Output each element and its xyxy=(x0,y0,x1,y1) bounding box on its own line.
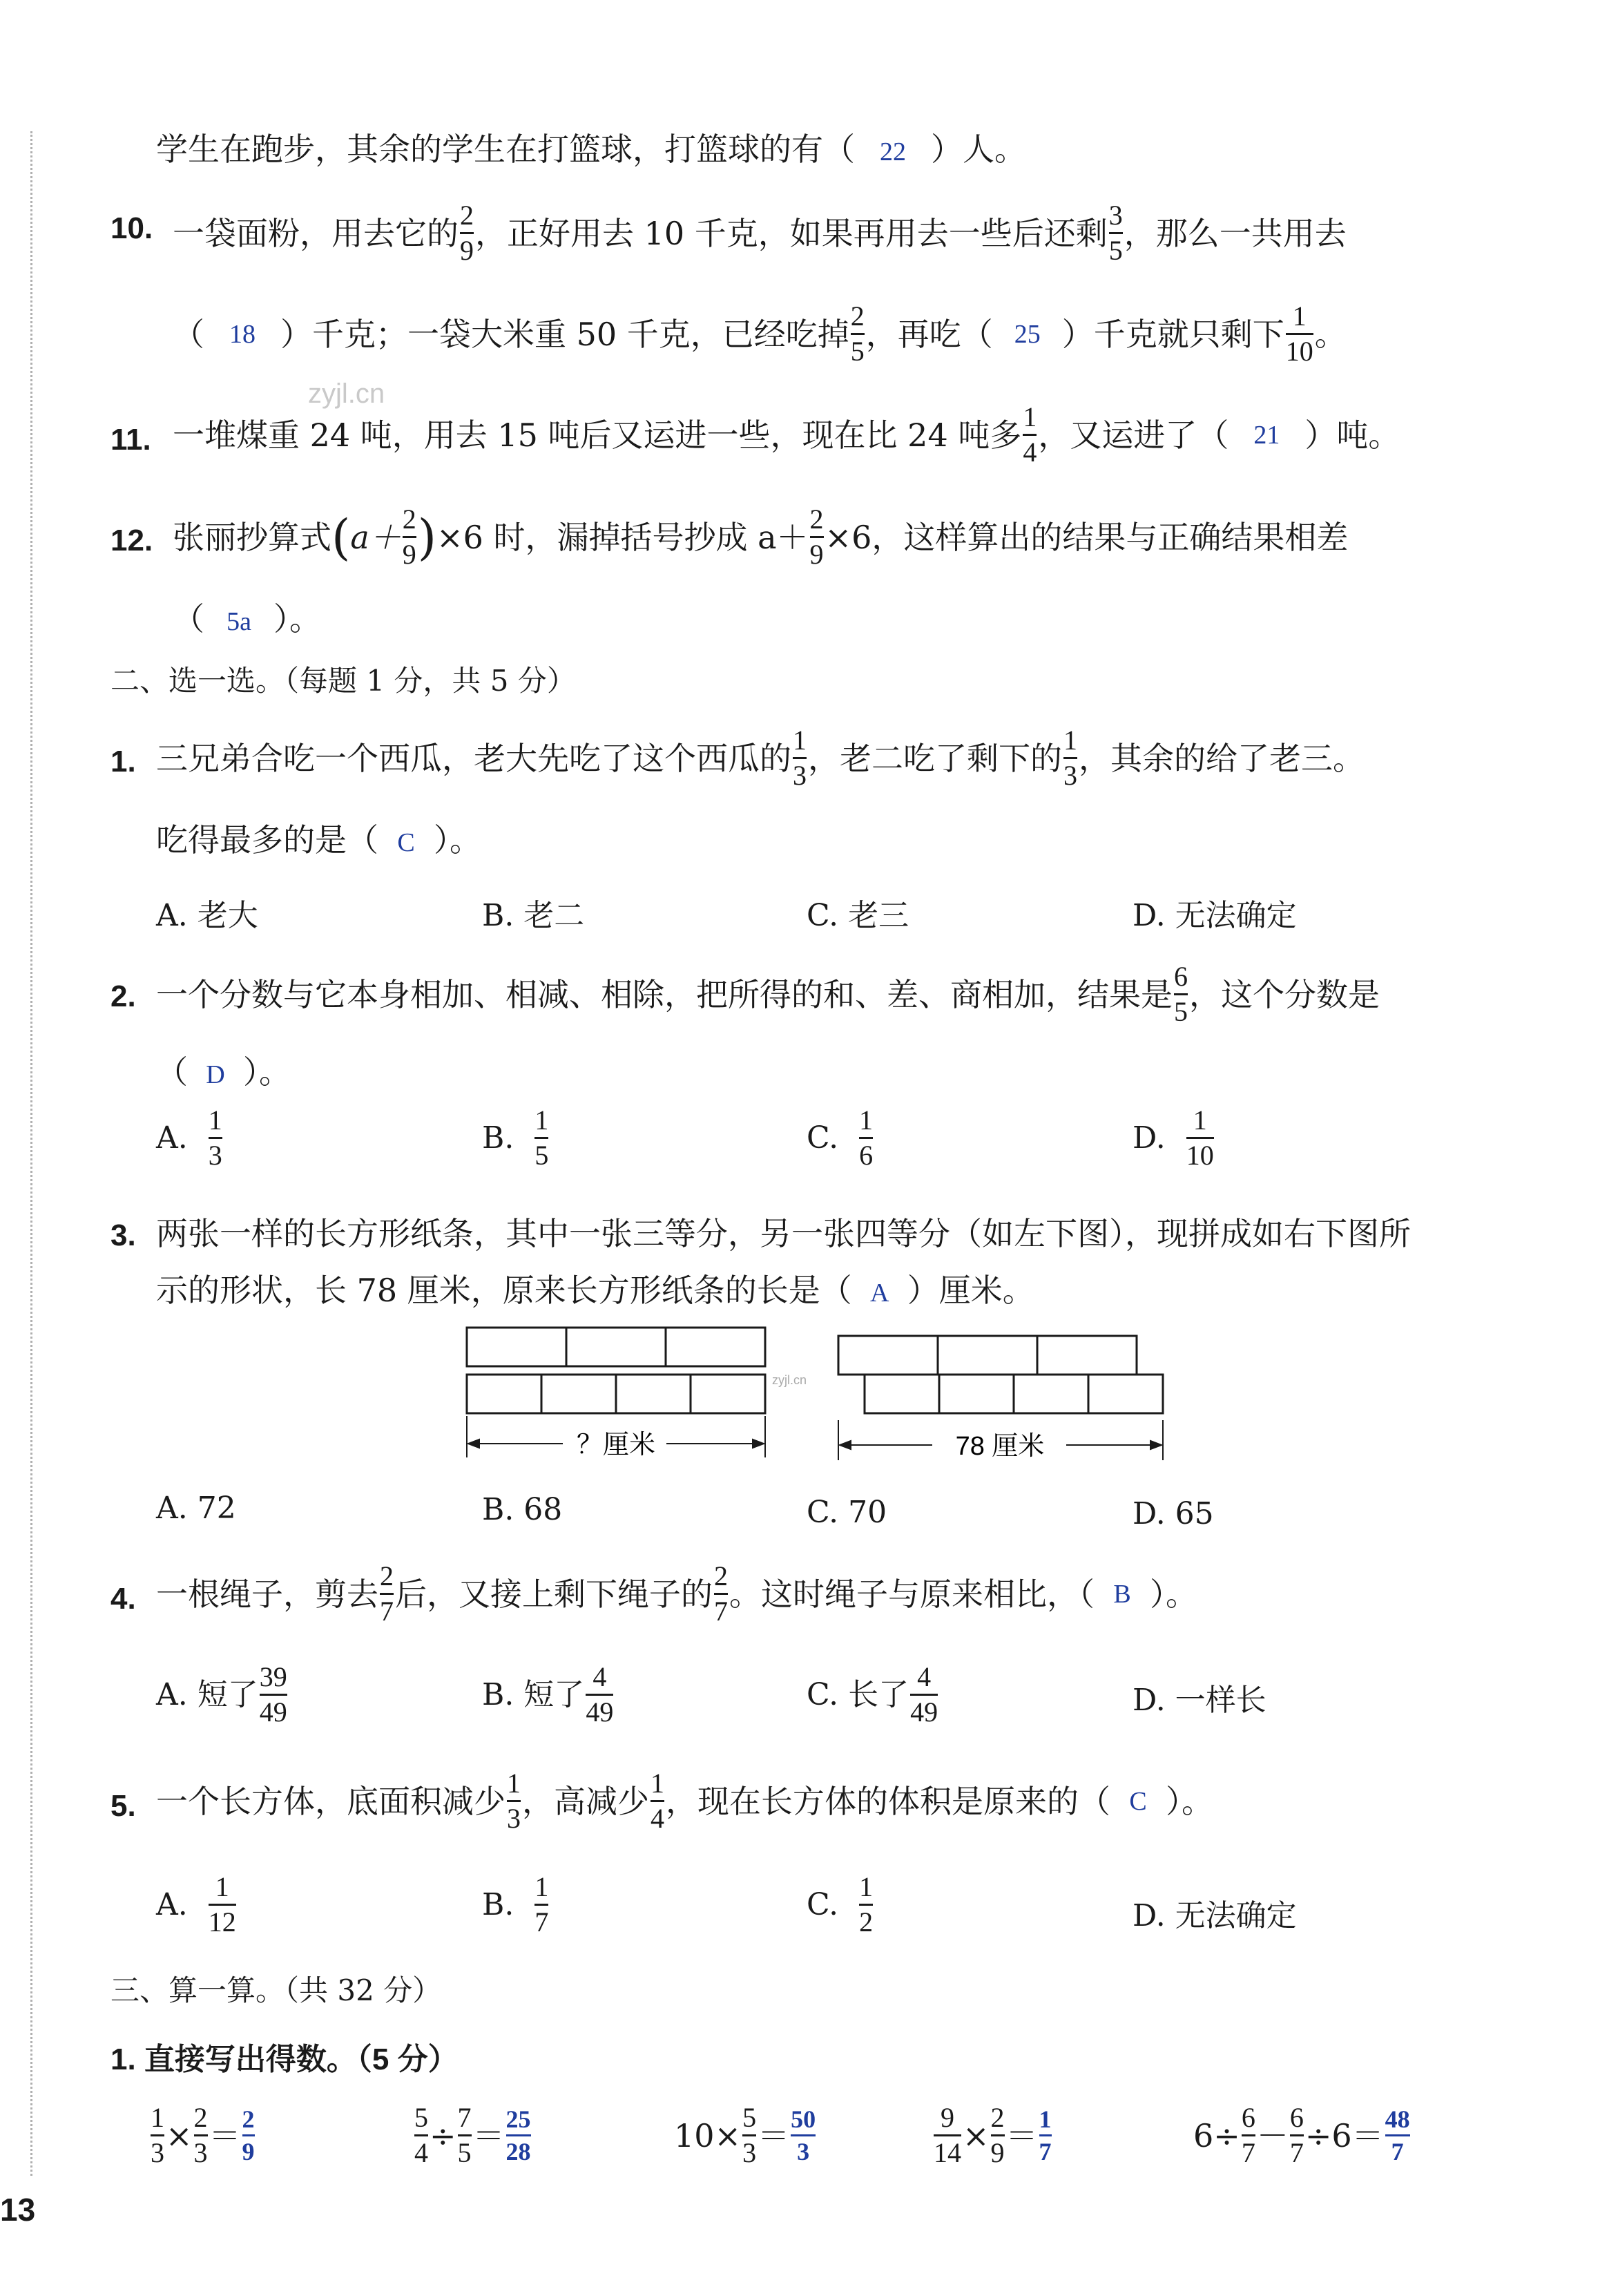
option-d[interactable]: D. 65 xyxy=(1133,1496,1214,1531)
question-number: 1. xyxy=(110,745,136,778)
q12-line2: （ 5a ）。 xyxy=(173,598,321,642)
watermark: zyjl.cn xyxy=(308,379,385,409)
question-number: 3. xyxy=(110,1218,136,1252)
q9-tail: 学生在跑步，其余的学生在打篮球，打篮球的有（ 22 ）人。 xyxy=(156,128,1026,173)
option-b[interactable]: B. 老二 xyxy=(482,898,585,933)
right-figure xyxy=(838,1336,1163,1413)
option-c[interactable]: C. $\frac{1}{6}$ xyxy=(807,1104,874,1171)
option-c[interactable]: C. $\frac{1}{2}$ xyxy=(807,1871,874,1938)
answer: C xyxy=(1129,1786,1147,1816)
answer: A xyxy=(870,1279,889,1308)
answer: 22 xyxy=(880,137,906,166)
option-d[interactable]: D. 一样长 xyxy=(1133,1683,1266,1718)
q11-line: 一堆煤重 24 吨，用去 15 吨后又运进一些，现在比 24 吨多 $\frac{1}{4}$ ，又运进了（ 21 ）吨。 xyxy=(173,401,1400,468)
question-number: 12. xyxy=(110,524,153,557)
q12-line1: 张丽抄算式 ( a＋ $\frac{2}{9}$ ) ×6 时，漏掉括号抄成 a＋ $\frac{2}{9}$ ×6，这样算出的结果与正确结果相差 xyxy=(173,504,1349,570)
calc-2: $\frac{5}{4}$ ÷ $\frac{7}{5}$ ＝ $\frac{25}{28}$ xyxy=(414,2102,531,2168)
margin-line xyxy=(30,131,32,2176)
strip-three-parts-offset xyxy=(838,1336,1137,1375)
answer: $\frac{50}{3}$ xyxy=(791,2105,816,2165)
watermark-small: zyjl.cn xyxy=(772,1373,807,1387)
s2q5-line: 一个长方体，底面积减少 $\frac{1}{3}$ ，高减少 $\frac{1}{4}$ ，现在长方体的体积是原来的（ C ）。 xyxy=(156,1768,1213,1834)
option-d[interactable]: D. 无法确定 xyxy=(1133,898,1297,933)
q10-line2: （ 18 ）千克；一袋大米重 50 千克，已经吃掉 $\frac{2}{5}$ ，再吃（ 25 ）千克就只剩下 $\frac{1}{10}$ 。 xyxy=(173,300,1347,367)
answer: $\frac{25}{28}$ xyxy=(505,2105,531,2165)
question-number: 10. xyxy=(110,211,153,245)
option-b[interactable]: B. 短了 $\frac{4}{49}$ xyxy=(482,1661,614,1728)
question-number: 11. xyxy=(110,423,151,457)
option-b[interactable]: B. $\frac{1}{5}$ xyxy=(482,1104,549,1171)
s2q2-line1: 一个分数与它本身相加、相减、相除，把所得的和、差、商相加，结果是 $\frac{6}{5}$ ，这个分数是 xyxy=(156,961,1380,1027)
answer: C xyxy=(397,828,415,857)
s2q4-line: 一根绳子，剪去 $\frac{2}{7}$ 后，又接上剩下绳子的 $\frac{2}{7}$ 。这时绳子与原来相比，（ B ）。 xyxy=(156,1560,1197,1627)
calc-1: $\frac{1}{3}$ × $\frac{2}{3}$ ＝ $\frac{2}{9}$ xyxy=(151,2102,255,2168)
option-a[interactable]: A. 72 xyxy=(156,1491,236,1526)
option-b[interactable]: B. $\frac{1}{7}$ xyxy=(482,1871,549,1938)
answer: $\frac{48}{7}$ xyxy=(1385,2105,1410,2165)
answer: 5a xyxy=(227,607,251,636)
question-number: 5. xyxy=(110,1789,136,1823)
option-c[interactable]: C. 老三 xyxy=(807,898,909,933)
right-measure-label: 78 厘米 xyxy=(955,1432,1045,1461)
s2q1-line1: 三兄弟合吃一个西瓜，老大先吃了这个西瓜的 $\frac{1}{3}$ ，老二吃了剩下的 $\frac{1}{3}$ ，其余的给了老三。 xyxy=(156,725,1365,791)
answer: D xyxy=(206,1060,225,1089)
q10-line1: 一袋面粉，用去它的 $\frac{2}{9}$ ，正好用去 10 千克，如果再用去一些后还剩 $\frac{3}{5}$ ，那么一共用去 xyxy=(173,200,1347,266)
option-a[interactable]: A. 短了 $\frac{39}{49}$ xyxy=(156,1661,287,1728)
answer: B xyxy=(1113,1579,1131,1609)
option-a[interactable]: A. 老大 xyxy=(156,898,258,933)
answer: $\frac{1}{7}$ xyxy=(1039,2105,1052,2165)
question-number: 2. xyxy=(110,979,136,1013)
strip-figure xyxy=(456,1319,1188,1471)
calc-3: 10× $\frac{5}{3}$ ＝ $\frac{50}{3}$ xyxy=(674,2102,816,2168)
section-title: 三、算一算。（共 32 分） xyxy=(110,1973,442,2007)
answer: 18 xyxy=(229,319,256,349)
option-c[interactable]: C. 长了 $\frac{4}{49}$ xyxy=(807,1661,938,1728)
option-a[interactable]: A. $\frac{1}{12}$ xyxy=(156,1871,236,1938)
answer: 21 xyxy=(1253,420,1280,450)
section-title: 二、选一选。（每题 1 分，共 5 分） xyxy=(110,664,576,698)
option-b[interactable]: B. 68 xyxy=(482,1492,563,1527)
left-figure xyxy=(467,1328,765,1413)
page-number: 13 xyxy=(0,2192,36,2228)
s2q1-line2: 吃得最多的是（ C ）。 xyxy=(156,819,481,863)
option-a[interactable]: A. $\frac{1}{3}$ xyxy=(156,1104,222,1171)
left-measure-label: ？厘米 xyxy=(576,1431,656,1460)
question-number: 4. xyxy=(110,1582,136,1616)
answer: 25 xyxy=(1014,319,1041,349)
option-d[interactable]: D. 无法确定 xyxy=(1133,1898,1297,1933)
option-c[interactable]: C. 70 xyxy=(807,1495,887,1530)
calc-5: 6÷ $\frac{6}{7}$ － $\frac{6}{7}$ ÷6＝ $\frac{48}{7}$ xyxy=(1193,2102,1410,2168)
s2q3-line1: 两张一样的长方形纸条，其中一张三等分，另一张四等分（如左下图），现拼成如右下图所 xyxy=(156,1215,1411,1252)
strip-three-parts xyxy=(467,1328,765,1366)
s3q1-title: 1. 直接写出得数。（5 分） xyxy=(110,2043,459,2076)
s2q3-line2: 示的形状，长 78 厘米，原来长方形纸条的长是（ A ）厘米。 xyxy=(156,1270,1034,1314)
s2q2-line2: （ D ）。 xyxy=(156,1051,291,1096)
option-d[interactable]: D. $\frac{1}{10}$ xyxy=(1133,1104,1214,1171)
calc-4: $\frac{9}{14}$ × $\frac{2}{9}$ ＝ $\frac{1}{7}$ xyxy=(934,2102,1052,2168)
answer: $\frac{2}{9}$ xyxy=(242,2105,255,2165)
